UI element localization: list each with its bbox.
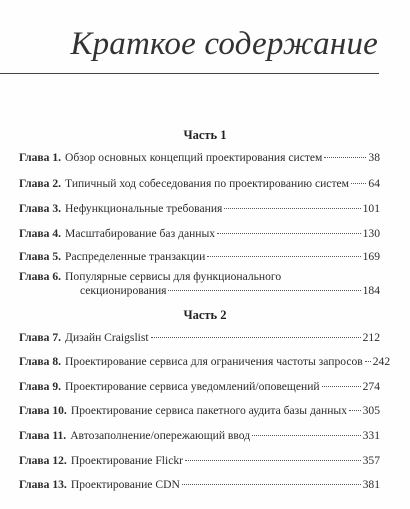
chapter-title: Нефункциональные требования [65, 202, 223, 215]
chapter-label: Глава 6. [19, 270, 62, 283]
dot-leader [224, 208, 360, 209]
chapter-label: Глава 4. [19, 227, 62, 240]
chapter-page: 169 [362, 250, 380, 263]
dot-leader [151, 337, 361, 338]
chapter-title: Дизайн Craigslist [65, 331, 149, 344]
toc-entry-chapter-6[interactable] [19, 270, 380, 298]
chapter-title: Проектирование сервиса уведомлений/оповещений [65, 380, 320, 393]
dot-leader [324, 157, 366, 158]
toc-entry-chapter-3[interactable] [19, 202, 380, 216]
chapter-page: 305 [362, 404, 380, 417]
toc-entry-chapter-1[interactable] [19, 151, 380, 165]
chapter-title: Типичный ход собеседования по проектированию систем [65, 177, 349, 190]
chapter-title: Масштабирование баз данных [65, 227, 216, 240]
chapter-page: 274 [362, 380, 380, 393]
chapter-page: 38 [368, 151, 380, 164]
chapter-title: Обзор основных концепций проектирования систем [65, 151, 323, 164]
chapter-title-continued: секционирования [80, 284, 167, 297]
chapter-label: Глава 3. [19, 202, 62, 215]
toc-entry-chapter-2[interactable] [19, 177, 380, 191]
dot-leader [365, 361, 371, 362]
toc-entry-chapter-11[interactable] [19, 429, 380, 443]
chapter-page: 331 [362, 429, 380, 442]
chapter-label: Глава 10. [19, 404, 67, 417]
chapter-label: Глава 7. [19, 331, 62, 344]
dot-leader [351, 183, 366, 184]
page-title: Краткое содержание [70, 26, 378, 62]
chapter-label: Глава 9. [19, 380, 62, 393]
chapter-page: 357 [362, 454, 380, 467]
chapter-label: Глава 5. [19, 250, 62, 263]
dot-leader [252, 435, 360, 436]
chapter-page: 242 [372, 355, 391, 368]
toc-entry-chapter-4[interactable] [19, 227, 380, 241]
chapter-title: Проектирование Flickr [70, 454, 184, 467]
title-rule [0, 73, 379, 74]
toc-entry-chapter-5[interactable] [19, 250, 380, 264]
dot-leader [322, 386, 361, 387]
chapter-title: Проектирование сервиса пакетного аудита базы данных [70, 404, 347, 417]
dot-leader [182, 484, 361, 485]
chapter-page: 212 [362, 331, 380, 344]
chapter-title: Проектирование сервиса для ограничения частоты запросов [65, 355, 363, 368]
chapter-label: Глава 8. [19, 355, 62, 368]
chapter-page: 101 [362, 202, 380, 215]
chapter-title: Автозаполнение/опережающий ввод [70, 429, 251, 442]
toc-entry-chapter-7[interactable] [19, 331, 380, 345]
chapter-title: Распределенные транзакции [65, 250, 206, 263]
dot-leader [349, 410, 361, 411]
toc-entry-chapter-9[interactable] [19, 380, 380, 394]
chapter-page: 130 [362, 227, 380, 240]
part-1-heading: Часть 1 [183, 128, 227, 142]
chapter-label: Глава 11. [19, 429, 67, 442]
chapter-page: 64 [368, 177, 380, 190]
chapter-page: 184 [362, 284, 380, 297]
chapter-title: Проектирование CDN [70, 478, 180, 491]
dot-leader [168, 290, 360, 291]
dot-leader [207, 256, 360, 257]
chapter-label: Глава 13. [19, 478, 67, 491]
toc-entry-chapter-12[interactable] [19, 454, 380, 468]
dot-leader [185, 460, 361, 461]
toc-entry-chapter-10[interactable] [19, 404, 380, 418]
part-2-heading: Часть 2 [183, 308, 227, 322]
toc-entry-chapter-13[interactable] [19, 478, 380, 492]
chapter-page: 381 [362, 478, 380, 491]
chapter-label: Глава 2. [19, 177, 62, 190]
toc-entry-chapter-8[interactable] [19, 355, 391, 369]
chapter-label: Глава 1. [19, 151, 62, 164]
chapter-label: Глава 12. [19, 454, 67, 467]
dot-leader [217, 233, 361, 234]
chapter-title: Популярные сервисы для функционального [65, 270, 282, 283]
